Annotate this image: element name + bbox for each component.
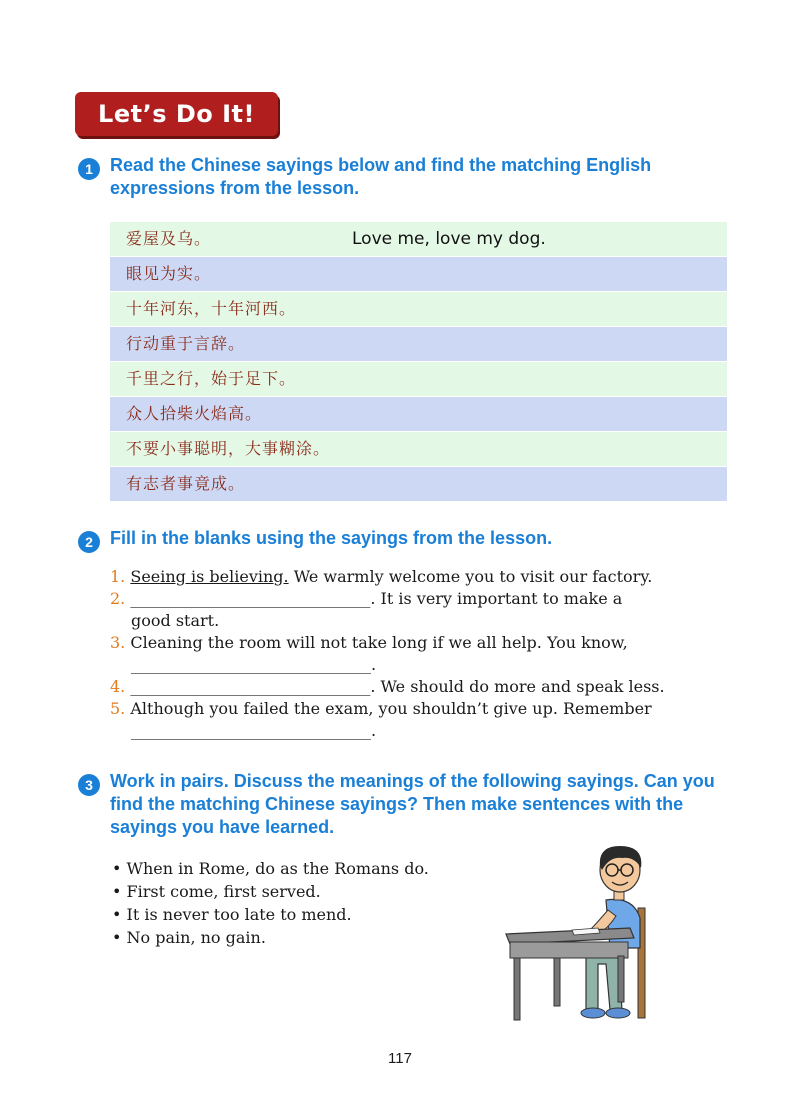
fill-in-list [110, 566, 710, 742]
english-expression: Love me, love my dog. [352, 229, 546, 249]
item-number: 5. [110, 699, 126, 718]
chinese-saying: 十年河东，十年河西。 [126, 299, 297, 318]
chinese-saying: 有志者事竟成。 [126, 474, 246, 493]
list-item: • First come, first served. [112, 882, 321, 901]
task-instruction: Read the Chinese sayings below and find the matching English expressions from the lesson. [110, 155, 652, 198]
table-row [110, 327, 727, 362]
item-text: We warmly welcome you to visit our factory. [288, 567, 653, 586]
table-row [110, 222, 727, 257]
chinese-saying: 众人拾柴火焰高。 [126, 404, 263, 423]
page-number: 117 [388, 1050, 412, 1067]
blank-line[interactable]: ______________________________. [131, 721, 377, 740]
table-row [110, 292, 727, 327]
table-row [110, 397, 727, 432]
list-item: • When in Rome, do as the Romans do. [112, 859, 429, 878]
item-number: 2. [110, 589, 126, 608]
item-number: 1. [110, 567, 126, 586]
table-row [110, 467, 727, 502]
list-item [110, 632, 710, 676]
boy-at-desk-illustration [498, 838, 678, 1028]
list-item [110, 676, 710, 698]
item-number: 4. [110, 677, 126, 696]
task-number-badge: 2 [78, 531, 100, 553]
chinese-saying: 行动重于言辞。 [126, 334, 246, 353]
table-row [110, 432, 727, 467]
item-text: Cleaning the room will not take long if we all help. You know, [125, 633, 628, 652]
table-row [110, 257, 727, 292]
item-number: 3. [110, 633, 126, 652]
matching-table [110, 222, 727, 502]
list-item [110, 698, 710, 742]
list-item: • It is never too late to mend. [112, 905, 352, 924]
page-title-banner: Let’s Do It! [75, 92, 278, 136]
task-number-badge: 1 [78, 158, 100, 180]
table-row [110, 362, 727, 397]
list-item [110, 588, 710, 632]
item-text: Although you failed the exam, you shouldn’t give up. Remember [125, 699, 652, 718]
answer-text[interactable]: Seeing is believing. [130, 567, 289, 586]
chinese-saying: 眼见为实。 [126, 264, 212, 283]
chinese-saying: 爱屋及乌。 [126, 229, 212, 248]
task-number-badge: 3 [78, 774, 100, 796]
chinese-saying: 千里之行，始于足下。 [126, 369, 297, 388]
sayings-list [112, 857, 429, 949]
blank-line[interactable]: ______________________________. [131, 655, 377, 674]
item-text[interactable]: ______________________________. We should do more and speak less. [125, 677, 665, 696]
task-instruction: Work in pairs. Discuss the meanings of the following sayings. Can you find the matching Chinese sayings? Then make sentences with the sayings you have learned. [110, 771, 715, 837]
item-text-continuation: good start. [131, 611, 220, 630]
list-item: • No pain, no gain. [112, 928, 266, 947]
chinese-saying: 不要小事聪明，大事糊涂。 [126, 439, 331, 458]
list-item [110, 566, 710, 588]
task-instruction: Fill in the blanks using the sayings from the lesson. [110, 528, 553, 548]
item-text[interactable]: ______________________________. It is very important to make a [125, 589, 623, 608]
